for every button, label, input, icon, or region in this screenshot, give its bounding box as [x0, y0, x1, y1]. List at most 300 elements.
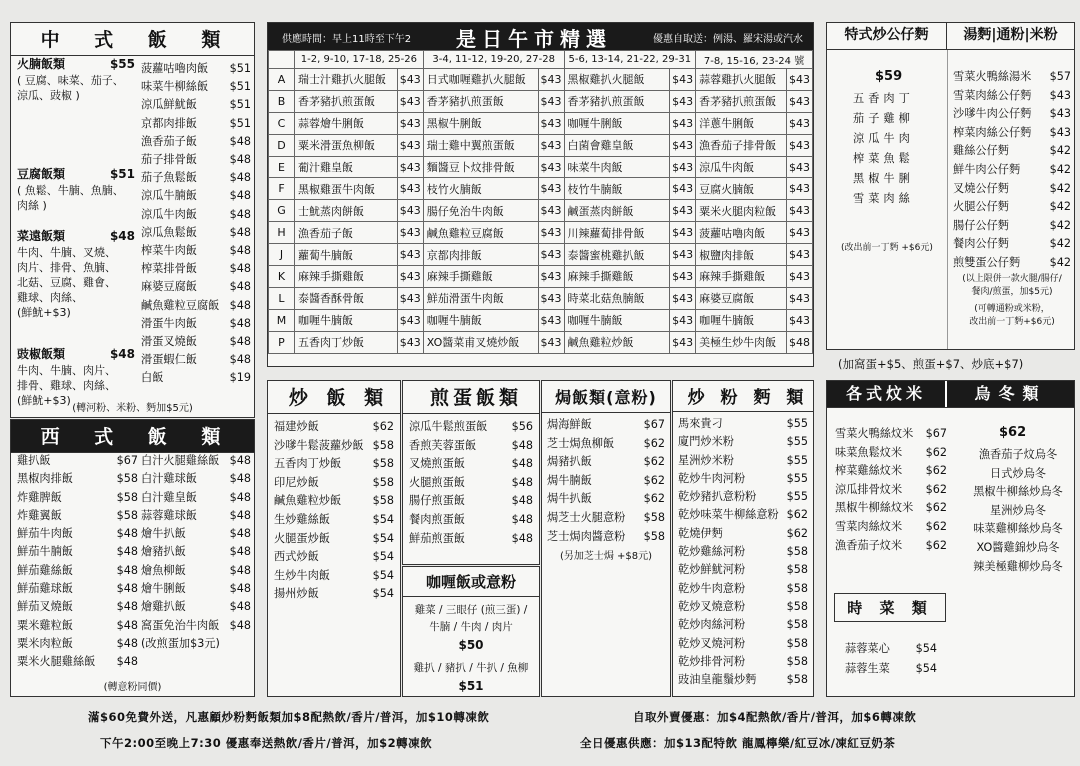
lunch-row — [269, 112, 813, 134]
item-name: 餐肉煎蛋飯 — [409, 512, 465, 526]
item-price: $48 — [116, 636, 138, 650]
lunch-item: 葡汁雞皇飯 — [295, 156, 398, 178]
menu-item — [17, 617, 138, 635]
rice-group-name: 火腩飯類 — [17, 57, 66, 71]
menu-item — [141, 580, 251, 598]
menu-item: 日式炒烏冬 — [990, 466, 1046, 480]
soup-divider — [947, 50, 948, 349]
lunch-price: $43 — [787, 134, 813, 156]
lunch-price: $43 — [538, 69, 564, 91]
lunch-price: $43 — [538, 287, 564, 309]
item-price: $48 — [229, 618, 251, 632]
lunch-price: $43 — [397, 112, 423, 134]
item-name: 燴魚柳飯 — [141, 563, 186, 577]
menu-item: 漁香茄子炆烏冬 — [978, 448, 1058, 461]
item-price: $62 — [643, 473, 665, 487]
lunch-price: $43 — [787, 90, 813, 112]
item-price: $48 — [229, 280, 251, 294]
footer-left-2: 下午2:00至晚上7:30 優惠奉送熱飲/香片/普洱，加$2轉凍飲 — [100, 736, 433, 750]
menu-item — [409, 492, 533, 511]
lunch-price: $43 — [538, 90, 564, 112]
menu-item: XO醬雞錦炒烏冬 — [976, 540, 1060, 554]
item-name: 粟米火腿雞絲飯 — [17, 655, 96, 669]
item-price: $58 — [116, 508, 138, 522]
lunch-price: $43 — [670, 266, 696, 288]
rice-group-name: 菜遠飯類 — [17, 229, 66, 243]
menu-item — [17, 543, 138, 561]
curry-title: 咖喱飯或意粉 — [403, 567, 539, 597]
menu-item — [953, 161, 1071, 180]
item-price: $62 — [925, 445, 947, 459]
lunch-item: 豆腐火腩飯 — [696, 178, 787, 200]
item-price: $58 — [372, 475, 394, 489]
menu-item: 茄子雞柳 — [853, 112, 914, 125]
menu-item — [409, 511, 533, 530]
lunch-time: 供應時間：早上11時至下午2 — [282, 34, 412, 45]
item-price: $48 — [511, 494, 533, 508]
menu-item — [141, 115, 251, 133]
menu-item — [141, 151, 251, 169]
item-name: 乾燒伊麪 — [678, 526, 723, 540]
lunch-item: 鹹魚雞粒豆腐飯 — [423, 222, 538, 244]
lunch-table — [268, 50, 813, 354]
item-name: 粟米雞粒飯 — [17, 618, 73, 632]
item-name: 榨菜牛肉飯 — [141, 244, 197, 258]
lunch-price: $43 — [397, 200, 423, 222]
menu-item: 黑椒牛柳絲炒烏冬 — [973, 485, 1063, 499]
menu-item — [141, 562, 251, 580]
item-price: $55 — [786, 471, 808, 485]
menu-item — [845, 659, 937, 679]
lunch-letter: A — [269, 69, 295, 91]
lunch-date-group: 3-4, 11-12, 19-20, 27-28 — [423, 51, 564, 69]
vermicelli-udon-section — [826, 380, 1075, 697]
lunch-drinks: 優惠自取送：例湯、羅宋湯或汽水 — [653, 34, 803, 45]
lunch-row — [269, 90, 813, 112]
item-name: 乾炒叉燒意粉 — [678, 599, 746, 613]
item-name: 餐肉公仔麪 — [953, 237, 1009, 251]
item-name: 乾炒排骨河粉 — [678, 654, 746, 668]
vermicelli-list — [835, 425, 947, 555]
menu-item — [17, 653, 138, 671]
menu-item — [409, 474, 533, 493]
menu-item — [274, 455, 394, 474]
lunch-row — [269, 309, 813, 331]
soup-note — [951, 273, 1073, 329]
lunch-item: 時菜北菇魚腩飯 — [564, 287, 670, 309]
lunch-item: 麻辣手撕雞飯 — [423, 266, 538, 288]
lunch-item: 菠蘿咕嚕肉飯 — [696, 222, 787, 244]
lunch-item: 日式咖喱雞扒火腿飯 — [423, 69, 538, 91]
menu-item — [274, 437, 394, 456]
item-name: 乾炒牛肉意粉 — [678, 581, 746, 595]
item-price: $48 — [229, 207, 251, 221]
item-name: 蒜蓉雞球飯 — [141, 508, 197, 522]
menu-item — [953, 180, 1071, 199]
curry-line-2: 牛腩 / 牛肉 / 肉片 — [429, 621, 513, 633]
menu-item — [547, 509, 665, 528]
menu-item — [547, 472, 665, 491]
rice-group-detail: (鮮魷+$3) — [17, 394, 71, 407]
item-name: 鮮茄煎蛋飯 — [409, 531, 465, 545]
item-name: 生炒雞絲飯 — [274, 512, 330, 526]
lunch-price: $43 — [670, 331, 696, 353]
lunch-item: 漁香茄子排骨飯 — [696, 134, 787, 156]
item-price: $62 — [786, 526, 808, 540]
menu-item — [409, 437, 533, 456]
item-price: $48 — [116, 563, 138, 577]
lunch-row — [269, 156, 813, 178]
item-price: $48 — [116, 527, 138, 541]
menu-item: 涼瓜牛肉 — [853, 132, 914, 145]
item-price: $62 — [925, 464, 947, 478]
lunch-item: 香茅豬扒煎蛋飯 — [295, 90, 398, 112]
item-name: 腸仔煎蛋飯 — [409, 494, 465, 508]
menu-item — [141, 635, 251, 653]
item-price: $48 — [116, 545, 138, 559]
menu-item — [141, 351, 251, 369]
lunch-row — [269, 200, 813, 222]
menu-item — [547, 416, 665, 435]
lunch-letter: P — [269, 331, 295, 353]
item-price: $58 — [116, 472, 138, 486]
item-name: 焗海鮮飯 — [547, 418, 592, 431]
lunch-date-group: 5-6, 13-14, 21-22, 29-31 — [564, 51, 696, 69]
item-name: 鹹魚雞粒炒飯 — [274, 494, 342, 508]
item-price: $57 — [1049, 70, 1071, 83]
menu-item — [953, 217, 1071, 236]
udon-title: 烏冬類 — [945, 381, 1074, 407]
menu-item — [835, 481, 947, 500]
lunch-price: $43 — [787, 287, 813, 309]
item-price: $62 — [925, 501, 947, 515]
soup-note-1: (以上限併一款火腿/腸仔/ — [962, 274, 1062, 284]
menu-item — [678, 470, 808, 488]
item-price: $48 — [511, 457, 533, 471]
lunch-letter: E — [269, 156, 295, 178]
item-price: $62 — [925, 482, 947, 496]
item-name: 燴牛扒飯 — [141, 527, 186, 541]
rice-group-detail: 排骨、雞球、肉絲、 — [17, 379, 116, 392]
item-price: $48 — [229, 472, 251, 486]
menu-item — [141, 525, 251, 543]
menu-item: 星洲炒烏冬 — [990, 503, 1046, 517]
lunch-item: 蘿蔔牛腩飯 — [295, 244, 398, 266]
menu-item — [141, 187, 251, 205]
menu-item: 辣美極雞柳炒烏冬 — [973, 559, 1063, 573]
western-rice-list-left — [17, 452, 138, 672]
item-name: 粟米肉粒飯 — [17, 636, 73, 650]
item-name: 焗牛腩飯 — [547, 473, 592, 487]
item-price: $48 — [229, 545, 251, 559]
item-price: $58 — [372, 457, 394, 471]
rice-group-detail: 北菇、豆腐、雞會、 — [17, 276, 116, 289]
fried-rice-list — [268, 414, 400, 604]
lunch-row — [269, 134, 813, 156]
item-name: 鹹魚雞粒豆腐飯 — [141, 298, 220, 312]
item-name: 涼瓜牛肉飯 — [141, 207, 197, 221]
rice-group-name: 豆腐飯類 — [17, 167, 66, 181]
item-price: $42 — [1049, 144, 1071, 158]
lunch-price: $43 — [397, 69, 423, 91]
item-name: 黑椒牛柳絲炆米 — [835, 501, 914, 515]
menu-item — [141, 470, 251, 488]
item-name: 雪菜肉絲炆米 — [835, 519, 903, 533]
menu-item — [678, 671, 808, 689]
lunch-price: $43 — [787, 69, 813, 91]
menu-item — [678, 433, 808, 451]
lunch-item: 黑椒雞蛋牛肉飯 — [295, 178, 398, 200]
soup-note-2: 餐肉/煎蛋，加$5元) — [971, 287, 1053, 297]
lunch-item: 蒜蓉雞扒火腿飯 — [696, 69, 787, 91]
menu-item — [678, 561, 808, 579]
item-price: $55 — [786, 490, 808, 504]
chinese-rice-note: (轉河粉、米粉、麪加$5元) — [72, 403, 193, 414]
rice-group-detail: 牛肉、牛腩、叉燒、 — [17, 246, 116, 259]
lunch-price: $43 — [538, 331, 564, 353]
lunch-row — [269, 244, 813, 266]
menu-item — [953, 124, 1071, 143]
lunch-item: 味菜牛肉飯 — [564, 156, 670, 178]
menu-item — [274, 530, 394, 549]
lunch-letter: C — [269, 112, 295, 134]
item-name: 鮮茄牛肉飯 — [17, 527, 73, 541]
rice-group-price: $55 — [109, 57, 135, 71]
menu-item — [678, 452, 808, 470]
lunch-price: $43 — [538, 222, 564, 244]
lunch-header — [268, 23, 813, 50]
item-price: $58 — [372, 494, 394, 508]
lunch-price: $43 — [670, 287, 696, 309]
lunch-price: $43 — [538, 134, 564, 156]
item-name: 涼瓜牛腩飯 — [141, 189, 197, 203]
lunch-item: 漁香茄子飯 — [295, 222, 398, 244]
baked-rice-title: 焗飯類(意粉) — [542, 381, 670, 413]
extras-note: (加窩蛋+$5、煎蛋+$7、炒底+$7) — [838, 357, 1024, 371]
lunch-price: $43 — [787, 178, 813, 200]
item-price: $42 — [1049, 162, 1071, 176]
item-price: $58 — [786, 636, 808, 650]
lunch-price: $43 — [397, 178, 423, 200]
menu-item — [835, 444, 947, 463]
lunch-price: $43 — [397, 90, 423, 112]
lunch-title: 是日午市精選 — [456, 27, 612, 51]
lunch-price: $43 — [787, 200, 813, 222]
item-name: 滑蛋牛肉飯 — [141, 316, 197, 330]
menu-item — [835, 518, 947, 537]
item-name: 芝士焗肉醬意粉 — [547, 529, 626, 543]
western-rice-list-right — [141, 452, 251, 653]
lunch-item: 美極生炒牛肉飯 — [696, 331, 787, 353]
item-name: 榨菜肉絲公仔麪 — [953, 125, 1032, 139]
item-name: 火腿煎蛋飯 — [409, 475, 465, 489]
menu-item — [17, 470, 138, 488]
menu-item — [953, 87, 1071, 106]
lunch-price: $43 — [787, 266, 813, 288]
item-name: 五香肉丁炒飯 — [274, 457, 342, 471]
lunch-corner — [269, 51, 295, 69]
item-name: 豉油皇龍鬚炒麪 — [678, 673, 757, 687]
lunch-item: 枝竹火腩飯 — [423, 178, 538, 200]
item-name: 涼瓜牛鬆煎蛋飯 — [409, 420, 488, 433]
menu-item — [17, 598, 138, 616]
menu-item — [17, 635, 138, 653]
menu-item — [274, 418, 394, 437]
item-name: 漁香茄子炆米 — [835, 538, 903, 552]
lunch-price: $43 — [670, 244, 696, 266]
rice-group — [17, 165, 135, 213]
lunch-item: 咖喱牛腩飯 — [564, 309, 670, 331]
item-price: $42 — [1049, 200, 1071, 214]
rice-group-detail: ( 豆腐、味菜、茄子、 — [17, 74, 124, 87]
lunch-item: 麻婆豆腐飯 — [696, 287, 787, 309]
lunch-item: 鹹蛋蒸肉餅飯 — [564, 200, 670, 222]
item-name: 西式炒飯 — [274, 550, 319, 564]
soup-noodles-title: 湯麪|通粉|米粉 — [963, 27, 1058, 43]
item-price: $43 — [1049, 125, 1071, 139]
lunch-price: $43 — [670, 134, 696, 156]
lunch-letter: G — [269, 200, 295, 222]
soup-note-3: (可轉通粉或米粉， — [974, 304, 1050, 314]
item-name: 炸雞翼飯 — [17, 508, 62, 522]
item-name: 馬來貴刁 — [678, 417, 723, 430]
menu-item — [17, 562, 138, 580]
item-price: $48 — [511, 475, 533, 489]
item-price: $19 — [229, 371, 251, 385]
menu-item — [17, 580, 138, 598]
lunch-special-section — [267, 22, 814, 367]
lunch-price: $43 — [397, 244, 423, 266]
fried-noodles-section — [672, 380, 814, 697]
menu-item — [141, 369, 251, 387]
lunch-price: $43 — [538, 156, 564, 178]
menu-item — [678, 635, 808, 653]
item-price: $51 — [229, 98, 251, 112]
menu-item — [678, 543, 808, 561]
item-price: $51 — [229, 80, 251, 94]
rice-group-price: $48 — [109, 347, 135, 361]
curry-line-1: 雞菜 / 三眼仔 (煎三蛋) / — [414, 604, 528, 616]
item-name: 焗芝士火腿意粉 — [547, 510, 626, 524]
menu-item — [409, 418, 533, 437]
item-name: 白汁雞皇飯 — [141, 490, 197, 504]
lunch-price: $43 — [787, 112, 813, 134]
menu-item — [953, 68, 1071, 87]
item-price: $58 — [116, 490, 138, 504]
western-rice-note: (轉意粉同價) — [103, 682, 162, 693]
veg-title: 時 菜 類 — [834, 593, 946, 622]
chinese-rice-section — [10, 22, 255, 418]
menu-item — [17, 452, 138, 470]
item-name: 腸仔公仔麪 — [953, 218, 1009, 232]
menu-item — [678, 488, 808, 506]
item-price: $48 — [229, 316, 251, 330]
item-price: $51 — [229, 62, 251, 75]
rice-group-heading — [17, 345, 135, 363]
menu-item — [274, 492, 394, 511]
item-price: $48 — [229, 508, 251, 522]
item-name: 燴雞扒飯 — [141, 600, 186, 614]
item-name: 焗豬扒飯 — [547, 455, 592, 469]
item-name: 叉燒煎蛋飯 — [409, 457, 465, 471]
baked-rice-list — [542, 413, 670, 546]
menu-item — [274, 474, 394, 493]
menu-item — [141, 242, 251, 260]
item-name: 雞絲公仔麪 — [953, 144, 1009, 158]
item-price: $58 — [786, 618, 808, 632]
item-name: 味菜魚鬆炆米 — [835, 445, 903, 459]
lunch-item: 鮮茄滑蛋牛肉飯 — [423, 287, 538, 309]
item-name: 鮮茄牛腩飯 — [17, 545, 73, 559]
menu-item: 黑椒牛脷 — [853, 172, 914, 185]
menu-item: 雪菜肉絲 — [853, 192, 914, 205]
item-price: $62 — [643, 492, 665, 506]
menu-item — [141, 278, 251, 296]
item-price: $56 — [511, 420, 533, 433]
item-price: $43 — [1049, 88, 1071, 102]
menu-item — [141, 78, 251, 96]
lunch-item: 粟米火腿肉粒飯 — [696, 200, 787, 222]
item-price: $58 — [786, 654, 808, 668]
lunch-date-group: 1-2, 9-10, 17-18, 25-26 — [295, 51, 424, 69]
lunch-item: 香茅豬扒煎蛋飯 — [423, 90, 538, 112]
lunch-item: 香茅豬扒煎蛋飯 — [696, 90, 787, 112]
item-price: $54 — [372, 568, 394, 582]
item-price: $55 — [786, 417, 808, 430]
menu-item — [141, 452, 251, 470]
lunch-price: $43 — [787, 309, 813, 331]
special-noodles-note: (改出前一丁麪 +$6元) — [841, 243, 933, 253]
item-name: 燴豬扒飯 — [141, 545, 186, 559]
menu-item — [547, 528, 665, 547]
item-price: $62 — [925, 538, 947, 552]
rice-group-detail: 肉絲 ) — [17, 199, 47, 212]
lunch-letter: H — [269, 222, 295, 244]
item-price: $43 — [1049, 107, 1071, 121]
lunch-item: 枝竹牛腩飯 — [564, 178, 670, 200]
menu-item — [141, 260, 251, 278]
menu-item — [678, 415, 808, 433]
lunch-price: $43 — [538, 244, 564, 266]
item-name: 香煎芙蓉蛋飯 — [409, 438, 477, 452]
lunch-price: $43 — [787, 156, 813, 178]
lunch-price: $43 — [538, 200, 564, 222]
menu-item — [141, 598, 251, 616]
lunch-item: 咖喱牛腩飯 — [696, 309, 787, 331]
omelette-rice-title: 煎蛋飯類 — [403, 381, 539, 414]
item-price: $54 — [372, 531, 394, 545]
fried-noodles-title: 炒 粉 麪 類 — [673, 381, 813, 412]
vermicelli-udon-header — [827, 381, 1074, 408]
item-price: $48 — [229, 563, 251, 577]
menu-item — [141, 96, 251, 114]
item-price: $67 — [925, 427, 947, 440]
lunch-letter: L — [269, 287, 295, 309]
item-price: $62 — [643, 455, 665, 469]
lunch-item: 粟米滑蛋魚柳飯 — [295, 134, 398, 156]
item-price: $48 — [116, 655, 138, 669]
item-name: 福建炒飯 — [274, 420, 319, 433]
lunch-item: 麻辣手撕雞飯 — [564, 266, 670, 288]
lunch-price: $43 — [397, 331, 423, 353]
lunch-letter: F — [269, 178, 295, 200]
item-price: $42 — [1049, 237, 1071, 251]
item-name: 廈門炒米粉 — [678, 435, 734, 449]
lunch-letter: M — [269, 309, 295, 331]
item-price: $48 — [229, 600, 251, 614]
lunch-item: 洋蔥牛脷飯 — [696, 112, 787, 134]
menu-item — [17, 507, 138, 525]
